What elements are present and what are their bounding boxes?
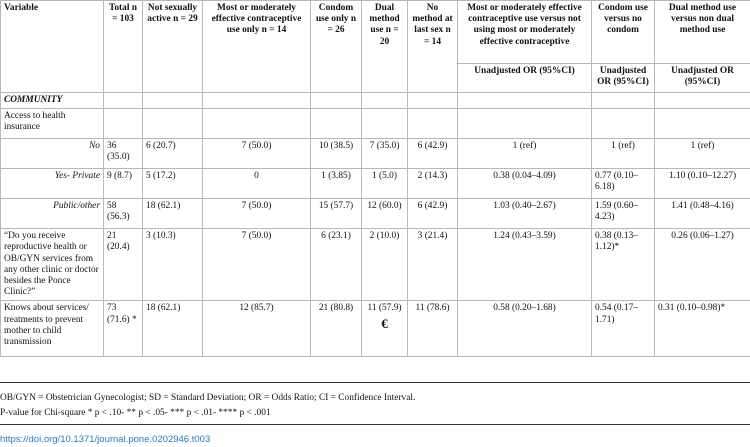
cell: 36 (35.0) (104, 139, 143, 169)
footer-rule (0, 424, 750, 425)
cell: 10 (38.5) (311, 139, 362, 169)
table-row (1, 199, 750, 229)
header-variable: Variable (1, 1, 104, 93)
table-row (1, 301, 750, 357)
euro-symbol: € (381, 315, 388, 331)
header-total: Total n = 103 (104, 1, 143, 93)
header-compare-2: Condom use versus no condom (592, 1, 655, 64)
cell: 3 (10.3) (143, 229, 203, 301)
cell: 0.54 (0.17–1.71) (592, 301, 655, 357)
cell: 6 (42.9) (408, 139, 458, 169)
cell: 21 (20.4) (104, 229, 143, 301)
cell: 15 (57.7) (311, 199, 362, 229)
table-row (1, 139, 750, 169)
cell: 1 (3.85) (311, 169, 362, 199)
bottom-rule (0, 382, 750, 383)
row-label: Knows about services/ treatments to prevent mother to child transmission (1, 301, 104, 357)
cell-value: 11 (57.9) (367, 303, 402, 314)
header-condom-only: Condom use only n = 26 (311, 1, 362, 93)
table-row (1, 169, 750, 199)
table-body (1, 93, 750, 357)
cell: 0 (203, 169, 311, 199)
header-or-2: Unadjusted OR (95%CI) (592, 64, 655, 93)
dual-method-cell (362, 301, 408, 357)
header-not-sexually-active: Not sexually active n = 29 (143, 1, 203, 93)
table-row (1, 109, 750, 139)
cell: 0.38 (0.04–4.09) (458, 169, 592, 199)
cell: 21 (80.8) (311, 301, 362, 357)
cell: 11 (78.6) (408, 301, 458, 357)
cell: 6 (20.7) (143, 139, 203, 169)
cell: 0.26 (0.06–1.27) (655, 229, 750, 301)
footnote-pvalues: P-value for Chi-square * p < .10- ** p < .05- *** p < .01- **** p < .001 (0, 408, 271, 418)
cell: 6 (23.1) (311, 229, 362, 301)
cell: 1 (5.0) (362, 169, 408, 199)
row-label: Yes- Private (1, 169, 104, 199)
header-no-method: No method at last sex n = 14 (408, 1, 458, 93)
cell: 7 (50.0) (203, 229, 311, 301)
header-compare-3: Dual method use versus non dual method use (655, 1, 750, 64)
cell: 1 (ref) (655, 139, 750, 169)
cell: 0.77 (0.10–6.18) (592, 169, 655, 199)
cell: 18 (62.1) (143, 301, 203, 357)
cell: 58 (56.3) (104, 199, 143, 229)
cell: 3 (21.4) (408, 229, 458, 301)
cell: 0.58 (0.20–1.68) (458, 301, 592, 357)
cell: 6 (42.9) (408, 199, 458, 229)
cell: 0.38 (0.13–1.12)* (592, 229, 655, 301)
header-most-moderately: Most or moderately effective contraceptive use only n = 14 (203, 1, 311, 93)
cell: 1.24 (0.43–3.59) (458, 229, 592, 301)
section-row (1, 93, 750, 109)
cell: 12 (85.7) (203, 301, 311, 357)
header-dual-method: Dual method use n = 20 (362, 1, 408, 93)
cell: 0.31 (0.10–0.98)* (655, 301, 750, 357)
cell: 7 (35.0) (362, 139, 408, 169)
header-compare-1: Most or moderately effective contraceptive use versus not using most or moderately effective contraceptive (458, 1, 592, 64)
cell: 9 (8.7) (104, 169, 143, 199)
cell: 7 (50.0) (203, 139, 311, 169)
row-label: No (1, 139, 104, 169)
section-label: COMMUNITY (1, 93, 104, 109)
cell: 18 (62.1) (143, 199, 203, 229)
row-label: Access to health insurance (1, 109, 104, 139)
cell: 2 (10.0) (362, 229, 408, 301)
cell: 1.03 (0.40–2.67) (458, 199, 592, 229)
table-header (1, 1, 750, 93)
cell: 73 (71.6) * (104, 301, 143, 357)
row-label: “Do you receive reproductive health or OB/GYN services from any other clinic or doctor besides the Ponce Clinic?” (1, 229, 104, 301)
cell: 1.41 (0.48–4.16) (655, 199, 750, 229)
cell: 2 (14.3) (408, 169, 458, 199)
cell: 1 (ref) (592, 139, 655, 169)
row-label: Public/other (1, 199, 104, 229)
footnote-abbreviations: OB/GYN = Obstetrician Gynecologist; SD = Standard Deviation; OR = Odds Ratio; CI = Confidence Interval. (0, 393, 416, 403)
cell: 7 (50.0) (203, 199, 311, 229)
cell: 12 (60.0) (362, 199, 408, 229)
header-or-1: Unadjusted OR (95%CI) (458, 64, 592, 93)
doi-link[interactable]: https://doi.org/10.1371/journal.pone.0202946.t003 (0, 434, 211, 445)
cell: 5 (17.2) (143, 169, 203, 199)
header-or-3: Unadjusted OR (95%CI) (655, 64, 750, 93)
cell: 1.59 (0.60–4.23) (592, 199, 655, 229)
cell: 1.10 (0.10–12.27) (655, 169, 750, 199)
cell: 1 (ref) (458, 139, 592, 169)
table-row (1, 229, 750, 301)
